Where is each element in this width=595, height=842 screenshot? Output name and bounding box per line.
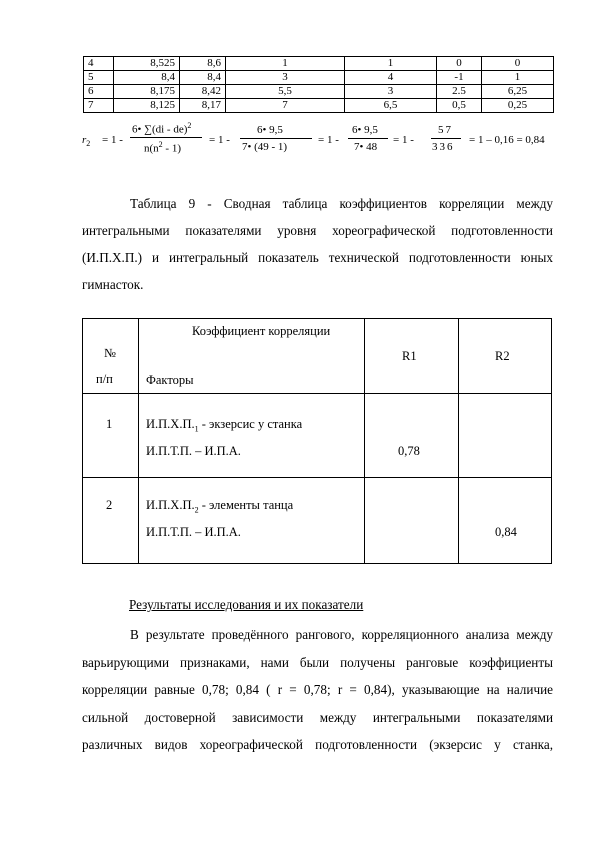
- results-paragraph: [82, 621, 553, 759]
- rank-table: [83, 56, 554, 113]
- rank-table-cell: 4: [345, 71, 437, 85]
- rank-table-cell: 8,6: [180, 57, 226, 71]
- results-line: варьирующими признаками, нами были получены ранговые коэффициенты: [82, 654, 553, 670]
- rank-table-cell: 6,5: [345, 99, 437, 113]
- formula-den2: 7• (49 - 1): [242, 141, 288, 153]
- rank-table-cell: 8,4: [114, 71, 180, 85]
- table-border: [82, 477, 552, 478]
- rank-table-cell: 1: [482, 71, 554, 85]
- rank-table-row: [84, 99, 554, 113]
- results-heading: Результаты исследования и их показатели: [129, 597, 364, 612]
- results-line: различных видов хореографической подготовленности (экзерсис у станка,: [82, 737, 553, 752]
- header-factors: Факторы: [146, 373, 194, 387]
- fraction-bar-1: [130, 137, 202, 138]
- rank-table-row: [84, 85, 554, 99]
- formula-den1: $n(n^2 - 1)$: [144, 140, 181, 155]
- summary-table: [82, 318, 552, 564]
- results-line: корреляции равные 0,78; 0,84 ( r = 0,78; r = 0,84), указывающие на наличие: [82, 682, 553, 697]
- rank-table-cell: -1: [437, 71, 482, 85]
- header-r2: R2: [495, 349, 510, 363]
- formula-lhs: $r_2$: [82, 134, 91, 149]
- formula-eq3: = 1 -: [318, 134, 339, 146]
- rank-table-cell: 3: [226, 71, 345, 85]
- results-line: сильной достоверной зависимости между интегральными показателями: [82, 709, 553, 725]
- rank-table-cell: 8,17: [180, 99, 226, 113]
- rank-table-cell: 3: [345, 85, 437, 99]
- rank-table-cell: 1: [345, 57, 437, 71]
- formula-result: = 1 – 0,16 = 0,84: [469, 134, 545, 146]
- formula-num3: 6• 9,5: [352, 124, 378, 136]
- header-r1: R1: [402, 349, 417, 363]
- rank-table-cell: 8,125: [114, 99, 180, 113]
- formula-eq4: = 1 -: [393, 134, 414, 146]
- header-number-pp: п/п: [96, 372, 113, 386]
- rank-table-cell: 7: [226, 99, 345, 113]
- rank-table-cell: 5: [84, 71, 114, 85]
- table-border: [82, 318, 83, 564]
- rank-table-body: [84, 57, 554, 113]
- formula-num2: 6• 9,5: [257, 124, 283, 136]
- row-r2-value: 0,84: [495, 525, 517, 539]
- rank-table-cell: 6,25: [482, 85, 554, 99]
- fraction-bar-4: [431, 138, 461, 139]
- rank-table-cell: 0: [437, 57, 482, 71]
- rank-table-cell: 4: [84, 57, 114, 71]
- rank-table-cell: 8,4: [180, 71, 226, 85]
- row-factor-line1: $И.П.Х.П._1$ - экзерсис у станка: [146, 417, 303, 434]
- formula-den4: 336: [432, 141, 455, 153]
- formula-eq1: = 1 -: [102, 134, 123, 146]
- table-border: [82, 318, 552, 319]
- row-number: 2: [106, 498, 113, 512]
- row-factor-line2: И.П.Т.П. – И.П.А.: [146, 444, 241, 458]
- rank-table-cell: 5,5: [226, 85, 345, 99]
- rank-table-cell: 0,25: [482, 99, 554, 113]
- formula-num1: 6• ∑(di - de)$^2$: [132, 121, 192, 136]
- formula-eq2: = 1 -: [209, 134, 230, 146]
- header-coefficient: Коэффициент корреляции: [192, 324, 331, 338]
- fraction-bar-2: [240, 138, 312, 139]
- spearman-formula: [82, 121, 552, 161]
- formula-num4: 57: [438, 124, 453, 136]
- rank-table-cell: 8,42: [180, 85, 226, 99]
- table-border: [458, 318, 459, 564]
- header-number: №: [104, 346, 116, 360]
- rank-table-cell: 8,525: [114, 57, 180, 71]
- results-line: В результате проведённого рангового, корреляционного анализа между: [130, 627, 553, 642]
- rank-table-cell: 0: [482, 57, 554, 71]
- table-border: [82, 563, 552, 564]
- table-border: [364, 318, 365, 564]
- row-r1-value: 0,78: [398, 444, 420, 458]
- table-caption-text: Таблица 9 - Сводная таблица коэффициентов корреляции между интегральными показателями уровня хореографической подготовленности (И.П.Х.П.) и интегральный показатель технической подготовленности юных гимнасток.: [82, 196, 553, 292]
- table-border: [82, 393, 552, 394]
- table-border: [551, 318, 552, 564]
- table-border: [138, 318, 139, 564]
- rank-table-cell: 6: [84, 85, 114, 99]
- rank-table-cell: 7: [84, 99, 114, 113]
- table-caption: [82, 190, 553, 298]
- row-factor-line1: $И.П.Х.П._2$ - элементы танца: [146, 498, 294, 515]
- rank-table-row: [84, 71, 554, 85]
- formula-den3: 7• 48: [354, 141, 378, 153]
- rank-table-cell: 8,175: [114, 85, 180, 99]
- row-factor-line2: И.П.Т.П. – И.П.А.: [146, 525, 241, 539]
- fraction-bar-3: [348, 138, 388, 139]
- row-number: 1: [106, 417, 113, 431]
- rank-table-cell: 1: [226, 57, 345, 71]
- rank-table-cell: 0,5: [437, 99, 482, 113]
- rank-table-cell: 2.5: [437, 85, 482, 99]
- rank-table-row: [84, 57, 554, 71]
